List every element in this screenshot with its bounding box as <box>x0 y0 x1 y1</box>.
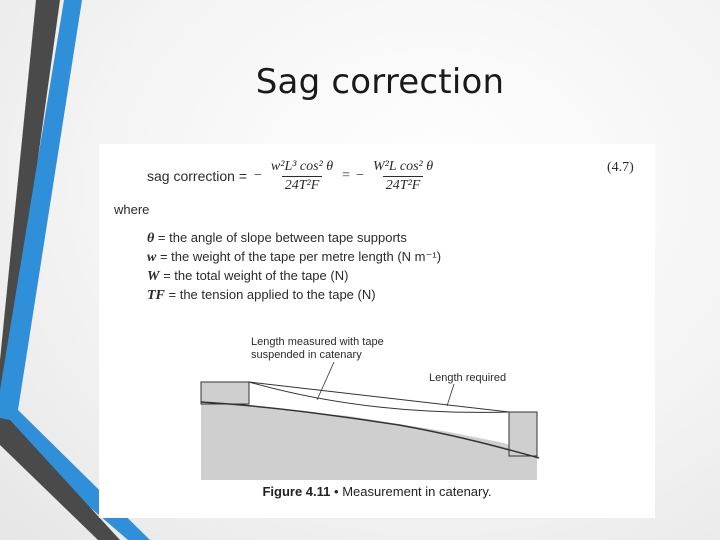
denominator-one: 24T²F <box>282 176 323 194</box>
textbook-excerpt <box>99 144 655 518</box>
definition-text: = the angle of slope between tape supports <box>154 230 407 245</box>
right-support <box>509 412 537 456</box>
caption-text: Measurement in catenary. <box>342 484 492 499</box>
annotation-text: Length required <box>429 372 507 384</box>
required-leader <box>447 384 454 406</box>
where-label: where <box>114 202 150 217</box>
annotation-line: suspended in catenary <box>251 349 362 361</box>
symbol-theta: θ <box>147 231 155 246</box>
required-annotation <box>429 372 506 385</box>
symbol-w: w <box>147 250 157 265</box>
definition-text: = the tension applied to the tape (N) <box>164 287 376 302</box>
catenary-annotation <box>251 336 384 362</box>
left-support <box>201 382 249 404</box>
caption-figure-number: Figure 4.11 <box>262 484 331 499</box>
symbol-TF: TF <box>147 288 165 303</box>
slide-title: Sag correction <box>255 62 505 102</box>
catenary-diagram <box>99 144 655 518</box>
definition-text: = the weight of the tape per metre length (N m⁻¹) <box>156 249 442 264</box>
definition-text: = the total weight of the tape (N) <box>159 268 349 283</box>
equals-sign: = <box>342 168 351 183</box>
figure-caption <box>99 484 655 499</box>
minus-sign-two: − <box>356 168 364 183</box>
symbol-W: W <box>147 269 160 284</box>
annotation-line: Length measured with tape <box>251 336 384 348</box>
caption-bullet: • <box>334 484 339 499</box>
ground-profile <box>201 402 537 480</box>
numerator-one: w²L³ cos² θ <box>270 158 334 174</box>
denominator-two: 24T²F <box>383 176 424 194</box>
equation-number: (4.7) <box>607 160 634 175</box>
numerator-two: W²L cos² θ <box>372 158 434 174</box>
equation-label: sag correction = <box>147 168 247 184</box>
catenary-leader <box>317 362 334 400</box>
minus-sign: − <box>254 168 262 183</box>
